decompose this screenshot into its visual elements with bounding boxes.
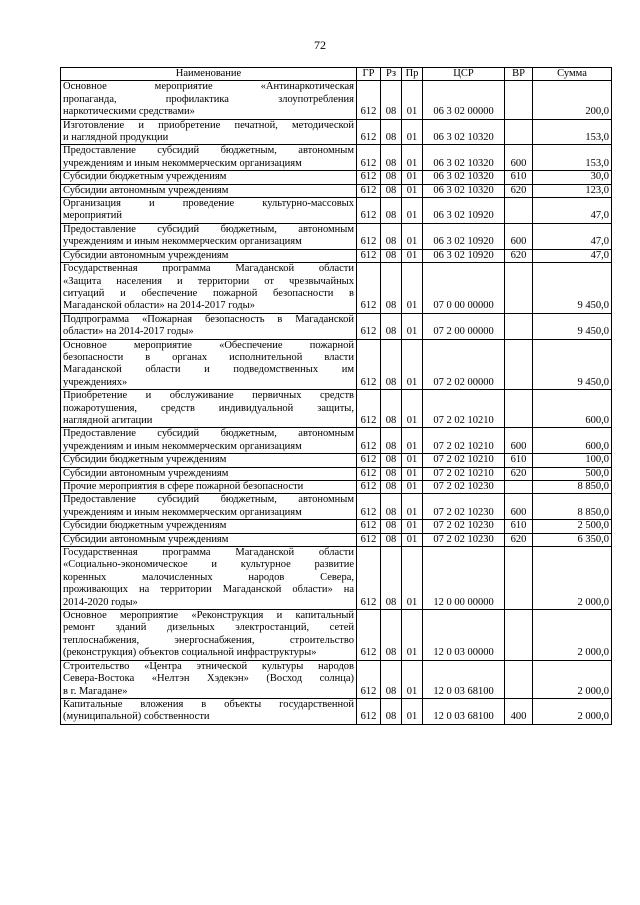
cell-csr: 07 2 02 10230 — [423, 481, 505, 494]
cell-name — [61, 610, 357, 661]
name-line: безопасности в органах исполнительной власти — [63, 351, 354, 363]
cell-gr: 612 — [357, 81, 381, 119]
cell-sum: 9 450,0 — [533, 313, 612, 339]
cell-pr: 01 — [402, 660, 423, 698]
name-line: «Социально-экономическое и культурное развитие — [63, 559, 354, 571]
cell-vr — [505, 610, 533, 661]
name-line: в г. Магадане» — [63, 685, 128, 697]
table-row — [61, 81, 612, 119]
cell-vr — [505, 481, 533, 494]
cell-rz: 08 — [381, 119, 402, 145]
name-line: проживающих на территории Магаданской области» на — [63, 584, 354, 596]
cell-name — [61, 184, 357, 197]
cell-name — [61, 249, 357, 262]
cell-sum: 8 850,0 — [533, 494, 612, 520]
cell-gr: 612 — [357, 660, 381, 698]
table-row — [61, 223, 612, 249]
cell-pr: 01 — [402, 313, 423, 339]
table-row — [61, 481, 612, 494]
cell-vr: 620 — [505, 184, 533, 197]
cell-name — [61, 494, 357, 520]
cell-rz: 08 — [381, 223, 402, 249]
table-row — [61, 698, 612, 724]
cell-csr: 07 2 02 10210 — [423, 454, 505, 467]
cell-name — [61, 390, 357, 428]
cell-pr: 01 — [402, 145, 423, 171]
cell-pr: 01 — [402, 610, 423, 661]
table-row — [61, 454, 612, 467]
cell-csr: 06 3 02 10320 — [423, 119, 505, 145]
cell-csr: 07 0 00 00000 — [423, 263, 505, 314]
cell-gr: 612 — [357, 467, 381, 480]
cell-rz: 08 — [381, 494, 402, 520]
table-row — [61, 390, 612, 428]
cell-rz: 08 — [381, 454, 402, 467]
cell-gr: 612 — [357, 454, 381, 467]
cell-pr: 01 — [402, 198, 423, 224]
name-line: ситуаций и обеспечение пожарной безопасности в — [63, 287, 354, 299]
cell-sum: 100,0 — [533, 454, 612, 467]
cell-name — [61, 520, 357, 533]
cell-pr: 01 — [402, 223, 423, 249]
cell-sum: 153,0 — [533, 145, 612, 171]
cell-sum: 123,0 — [533, 184, 612, 197]
header-rz: Рз — [381, 68, 402, 81]
cell-name — [61, 660, 357, 698]
header-sum: Сумма — [533, 68, 612, 81]
cell-vr: 600 — [505, 494, 533, 520]
cell-sum: 6 350,0 — [533, 533, 612, 546]
cell-sum: 2 000,0 — [533, 660, 612, 698]
cell-gr: 612 — [357, 520, 381, 533]
cell-sum: 153,0 — [533, 119, 612, 145]
cell-name — [61, 263, 357, 314]
cell-gr: 612 — [357, 698, 381, 724]
cell-name — [61, 119, 357, 145]
name-line: учреждениям и иным некоммерческим организациям — [63, 236, 302, 248]
name-line: теплоснабжения, энергоснабжения, строительство — [63, 634, 354, 646]
cell-csr: 07 2 02 10230 — [423, 533, 505, 546]
cell-gr: 612 — [357, 533, 381, 546]
cell-csr: 07 2 02 10210 — [423, 428, 505, 454]
cell-gr: 612 — [357, 390, 381, 428]
cell-vr: 600 — [505, 428, 533, 454]
table-row — [61, 339, 612, 390]
table-row — [61, 263, 612, 314]
cell-name — [61, 547, 357, 610]
cell-sum: 9 450,0 — [533, 339, 612, 390]
cell-pr: 01 — [402, 171, 423, 184]
name-line: «Защита населения и территории от чрезвычайных — [63, 275, 354, 287]
cell-vr — [505, 660, 533, 698]
cell-pr: 01 — [402, 263, 423, 314]
table-row — [61, 610, 612, 661]
cell-rz: 08 — [381, 390, 402, 428]
cell-gr: 612 — [357, 171, 381, 184]
cell-gr: 612 — [357, 184, 381, 197]
cell-name — [61, 198, 357, 224]
cell-csr: 06 3 02 10320 — [423, 145, 505, 171]
cell-name — [61, 223, 357, 249]
name-line: Магаданской области и подведомственных им — [63, 364, 354, 376]
name-line: Субсидии автономным учреждениям — [63, 467, 229, 479]
cell-gr: 612 — [357, 494, 381, 520]
name-line: Основное мероприятие «Обеспечение пожарной — [63, 339, 354, 351]
cell-vr — [505, 198, 533, 224]
cell-rz: 08 — [381, 171, 402, 184]
cell-csr: 06 3 02 00000 — [423, 81, 505, 119]
name-line: Государственная программа Магаданской области — [63, 263, 354, 275]
table-row — [61, 494, 612, 520]
cell-pr: 01 — [402, 467, 423, 480]
name-line: Магаданской области» на 2014-2017 годы» — [63, 300, 255, 312]
table-row — [61, 533, 612, 546]
cell-sum: 9 450,0 — [533, 263, 612, 314]
cell-pr: 01 — [402, 249, 423, 262]
cell-gr: 612 — [357, 313, 381, 339]
cell-sum: 600,0 — [533, 428, 612, 454]
cell-csr: 12 0 03 68100 — [423, 660, 505, 698]
name-line: учреждениях» — [63, 376, 128, 388]
name-line: Предоставление субсидий бюджетным, автономным — [63, 494, 354, 506]
table-row — [61, 145, 612, 171]
cell-pr: 01 — [402, 698, 423, 724]
cell-pr: 01 — [402, 119, 423, 145]
header-vr: ВР — [505, 68, 533, 81]
cell-csr: 07 2 02 10230 — [423, 494, 505, 520]
cell-rz: 08 — [381, 81, 402, 119]
name-line: Прочие мероприятия в сфере пожарной безопасности — [63, 481, 304, 492]
cell-gr: 612 — [357, 263, 381, 314]
table-row — [61, 313, 612, 339]
cell-vr — [505, 81, 533, 119]
header-name: Наименование — [61, 68, 357, 81]
cell-name — [61, 533, 357, 546]
cell-sum: 47,0 — [533, 223, 612, 249]
name-line: Предоставление субсидий бюджетным, автономным — [63, 223, 354, 235]
name-line: пропаганда, профилактика злоупотребления — [63, 93, 354, 105]
cell-vr — [505, 339, 533, 390]
cell-sum: 500,0 — [533, 467, 612, 480]
cell-rz: 08 — [381, 610, 402, 661]
cell-csr: 06 3 02 10320 — [423, 171, 505, 184]
cell-gr: 612 — [357, 145, 381, 171]
cell-vr — [505, 263, 533, 314]
cell-csr: 06 3 02 10920 — [423, 198, 505, 224]
cell-vr: 610 — [505, 520, 533, 533]
cell-name — [61, 481, 357, 494]
cell-csr: 07 2 00 00000 — [423, 313, 505, 339]
cell-csr: 07 2 02 00000 — [423, 339, 505, 390]
cell-name — [61, 428, 357, 454]
table-row — [61, 119, 612, 145]
table-row — [61, 171, 612, 184]
cell-rz: 08 — [381, 660, 402, 698]
cell-vr: 620 — [505, 249, 533, 262]
name-line: Подпрограмма «Пожарная безопасность в Магаданской — [63, 313, 354, 325]
cell-rz: 08 — [381, 547, 402, 610]
cell-csr: 12 0 03 00000 — [423, 610, 505, 661]
cell-csr: 07 2 02 10230 — [423, 520, 505, 533]
cell-rz: 08 — [381, 481, 402, 494]
cell-csr: 06 3 02 10920 — [423, 223, 505, 249]
name-line: мероприятий — [63, 210, 122, 222]
cell-rz: 08 — [381, 184, 402, 197]
cell-sum: 30,0 — [533, 171, 612, 184]
cell-name — [61, 339, 357, 390]
cell-csr: 12 0 00 00000 — [423, 547, 505, 610]
name-line: учреждениям и иным некоммерческим организациям — [63, 440, 302, 452]
cell-pr: 01 — [402, 390, 423, 428]
cell-pr: 01 — [402, 428, 423, 454]
cell-gr: 612 — [357, 428, 381, 454]
cell-csr: 06 3 02 10920 — [423, 249, 505, 262]
cell-name — [61, 171, 357, 184]
cell-pr: 01 — [402, 81, 423, 119]
name-line: наркотическими средствами» — [63, 106, 195, 118]
cell-vr: 600 — [505, 145, 533, 171]
table-row — [61, 467, 612, 480]
name-line: ремонт зданий дизельных электростанций, сетей — [63, 622, 354, 634]
name-line: Севера-Востока «Нелтэн Хэдекэн» (Восход солнца) — [63, 673, 354, 685]
header-gr: ГР — [357, 68, 381, 81]
cell-vr: 620 — [505, 467, 533, 480]
name-line: Государственная программа Магаданской области — [63, 547, 354, 559]
name-line: Приобретение и обслуживание первичных средств — [63, 390, 354, 402]
cell-sum: 47,0 — [533, 198, 612, 224]
cell-vr — [505, 390, 533, 428]
name-line: учреждениям и иным некоммерческим организациям — [63, 506, 302, 518]
cell-rz: 08 — [381, 145, 402, 171]
table-row — [61, 660, 612, 698]
cell-rz: 08 — [381, 263, 402, 314]
cell-gr: 612 — [357, 119, 381, 145]
cell-vr — [505, 547, 533, 610]
cell-sum: 2 000,0 — [533, 547, 612, 610]
cell-pr: 01 — [402, 533, 423, 546]
name-line: (реконструкция) объектов социальной инфраструктуры» — [63, 647, 317, 659]
cell-name — [61, 81, 357, 119]
cell-rz: 08 — [381, 520, 402, 533]
cell-csr: 12 0 03 68100 — [423, 698, 505, 724]
name-line: Субсидии бюджетным учреждениям — [63, 171, 227, 183]
table-header-row — [61, 68, 612, 81]
cell-vr: 610 — [505, 171, 533, 184]
table-row — [61, 198, 612, 224]
name-line: Субсидии бюджетным учреждениям — [63, 454, 227, 466]
table-row — [61, 428, 612, 454]
cell-sum: 8 850,0 — [533, 481, 612, 494]
name-line: Организация и проведение культурно-массовых — [63, 198, 354, 210]
cell-rz: 08 — [381, 339, 402, 390]
cell-gr: 612 — [357, 198, 381, 224]
cell-pr: 01 — [402, 184, 423, 197]
name-line: Капитальные вложения в объекты государственной — [63, 698, 354, 710]
cell-vr: 400 — [505, 698, 533, 724]
cell-rz: 08 — [381, 467, 402, 480]
table-row — [61, 249, 612, 262]
name-line: Основное мероприятие «Реконструкция и капитальный — [63, 610, 354, 622]
cell-pr: 01 — [402, 547, 423, 610]
name-line: учреждениям и иным некоммерческим организациям — [63, 157, 302, 169]
name-line: Изготовление и приобретение печатной, методической — [63, 119, 354, 131]
cell-vr: 620 — [505, 533, 533, 546]
cell-vr — [505, 119, 533, 145]
cell-csr: 07 2 02 10210 — [423, 467, 505, 480]
table-row — [61, 184, 612, 197]
cell-gr: 612 — [357, 339, 381, 390]
cell-gr: 612 — [357, 610, 381, 661]
cell-rz: 08 — [381, 198, 402, 224]
cell-gr: 612 — [357, 547, 381, 610]
cell-vr: 610 — [505, 454, 533, 467]
name-line: пожаротушения, средств индивидуальной защиты, — [63, 402, 354, 414]
name-line: (муниципальной) собственности — [63, 711, 210, 723]
cell-name — [61, 698, 357, 724]
cell-pr: 01 — [402, 454, 423, 467]
name-line: Предоставление субсидий бюджетным, автономным — [63, 428, 354, 440]
cell-sum: 2 500,0 — [533, 520, 612, 533]
cell-rz: 08 — [381, 533, 402, 546]
name-line: Субсидии автономным учреждениям — [63, 184, 229, 196]
name-line: и наглядной продукции — [63, 132, 169, 144]
cell-pr: 01 — [402, 520, 423, 533]
cell-rz: 08 — [381, 428, 402, 454]
name-line: области» на 2014-2017 годы» — [63, 326, 194, 338]
table-body — [61, 81, 612, 724]
cell-rz: 08 — [381, 698, 402, 724]
header-pr: Пр — [402, 68, 423, 81]
cell-gr: 612 — [357, 223, 381, 249]
name-line: Субсидии автономным учреждениям — [63, 249, 229, 261]
table-row — [61, 520, 612, 533]
cell-name — [61, 454, 357, 467]
cell-pr: 01 — [402, 481, 423, 494]
name-line: Субсидии бюджетным учреждениям — [63, 520, 227, 532]
cell-csr: 06 3 02 10320 — [423, 184, 505, 197]
table-row — [61, 547, 612, 610]
cell-vr — [505, 313, 533, 339]
budget-table — [60, 67, 612, 725]
cell-csr: 07 2 02 10210 — [423, 390, 505, 428]
cell-gr: 612 — [357, 249, 381, 262]
name-line: наглядной агитации — [63, 414, 153, 426]
cell-pr: 01 — [402, 494, 423, 520]
cell-name — [61, 145, 357, 171]
cell-sum: 2 000,0 — [533, 698, 612, 724]
header-csr: ЦСР — [423, 68, 505, 81]
cell-name — [61, 313, 357, 339]
name-line: коренных малочисленных народов Севера, — [63, 571, 354, 583]
cell-vr: 600 — [505, 223, 533, 249]
cell-pr: 01 — [402, 339, 423, 390]
name-line: Основное мероприятие «Антинаркотическая — [63, 81, 354, 93]
cell-rz: 08 — [381, 313, 402, 339]
name-line: Предоставление субсидий бюджетным, автономным — [63, 145, 354, 157]
cell-gr: 612 — [357, 481, 381, 494]
name-line: Строительство «Центра этнической культуры народов — [63, 660, 354, 672]
name-line: 2014-2020 годы» — [63, 596, 138, 608]
cell-sum: 600,0 — [533, 390, 612, 428]
name-line: Субсидии автономным учреждениям — [63, 533, 229, 545]
cell-sum: 200,0 — [533, 81, 612, 119]
cell-sum: 2 000,0 — [533, 610, 612, 661]
page-number: 72 — [314, 38, 326, 52]
cell-name — [61, 467, 357, 480]
cell-sum: 47,0 — [533, 249, 612, 262]
cell-rz: 08 — [381, 249, 402, 262]
